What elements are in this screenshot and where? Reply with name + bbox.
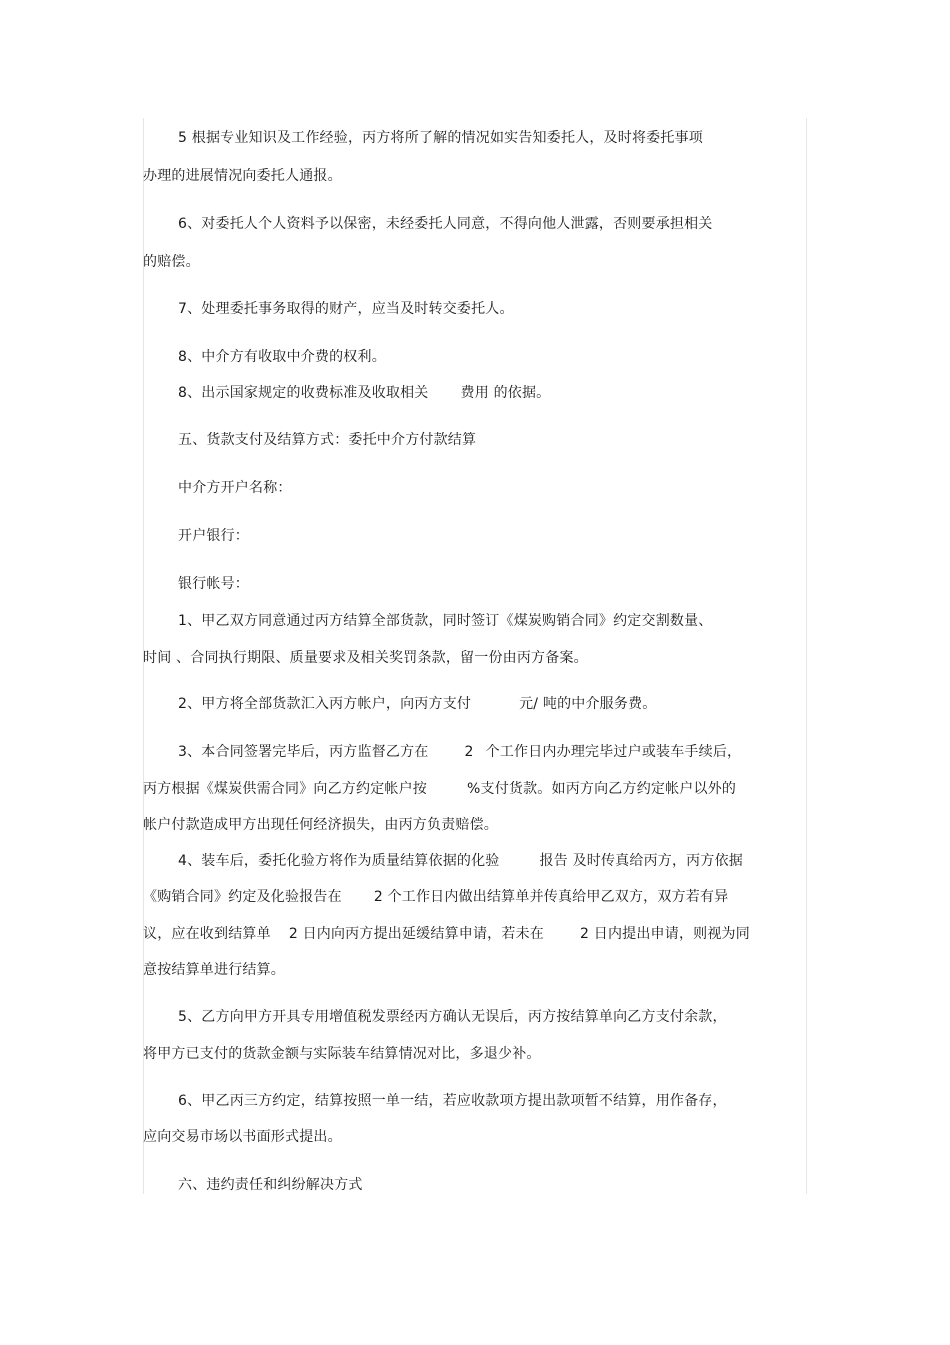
clause-4-part-6: 2 日内向丙方提出延缓结算申请，若未在 — [288, 926, 544, 942]
paragraph-6-line-2: 的赔偿。 — [143, 254, 200, 270]
clause-3-part-3: 丙方根据《煤炭供需合同》向乙方约定帐户按 — [143, 781, 427, 797]
paragraph-8b — [178, 383, 550, 403]
paragraph-8b-part-1: 8、出示国家规定的收费标准及收取相关 — [178, 385, 429, 401]
clause-3-line-3: 帐户付款造成甲方出现任何经济损失，由丙方负责赔偿。 — [143, 817, 498, 833]
account-name-label: 中介方开户名称： — [178, 480, 292, 496]
clause-3-line-2 — [143, 779, 736, 799]
clause-6-line-1: 6、甲乙丙三方约定，结算按照一单一结，若应收款项方提出款项暂不结算，用作备存， — [178, 1093, 727, 1109]
paragraph-7: 7、处理委托事务取得的财产，应当及时转交委托人。 — [178, 301, 514, 317]
paragraph-8b-part-2: 费用 的依据。 — [460, 385, 551, 401]
clause-2-part-2: 元/ 吨的中介服务费。 — [519, 696, 657, 712]
clause-4-line-2 — [143, 887, 728, 907]
clause-3-part-4: %支付货款。如丙方向乙方约定帐户以外的 — [467, 781, 737, 797]
clause-2-part-1: 2、甲方将全部货款汇入丙方帐户，向丙方支付 — [178, 696, 472, 712]
clause-2 — [178, 694, 656, 714]
clause-4-part-5: 议，应在收到结算单 — [143, 926, 271, 942]
section-5-heading: 五、货款支付及结算方式：委托中介方付款结算 — [178, 432, 477, 448]
clause-3-part-1: 3、本合同签署完毕后，丙方监督乙方在 — [178, 744, 429, 760]
paragraph-5-line-1: 5 根据专业知识及工作经验，丙方将所了解的情况如实告知委托人，及时将委托事项 — [178, 130, 703, 146]
clause-4-part-1: 4、装车后，委托化验方将作为质量结算依据的化验 — [178, 853, 500, 869]
paragraph-6-line-1: 6、对委托人个人资料予以保密，未经委托人同意，不得向他人泄露，否则要承担相关 — [178, 216, 713, 232]
clause-4-line-1 — [178, 851, 743, 871]
account-number-label: 银行帐号： — [178, 576, 249, 592]
paragraph-8: 8、中介方有收取中介费的权利。 — [178, 349, 386, 365]
clause-5-line-2: 将甲方已支付的货款金额与实际装车结算情况对比，多退少补。 — [143, 1046, 541, 1062]
clause-3-part-2: 个工作日内办理完毕过户或装车手续后， — [485, 744, 742, 760]
clause-4-line-4: 意按结算单进行结算。 — [143, 962, 285, 978]
clause-4-line-3 — [143, 924, 750, 944]
clause-1-line-2: 时间 、合同执行期限、质量要求及相关奖罚条款，留一份由丙方备案。 — [143, 650, 588, 666]
paragraph-5-line-2: 办理的进展情况向委托人通报。 — [143, 168, 342, 184]
clause-4-part-3: 《购销合同》约定及化验报告在 — [143, 889, 342, 905]
clause-4-part-2: 报告 及时传真给丙方，丙方依据 — [539, 853, 743, 869]
section-6-heading: 六、违约责任和纠纷解决方式 — [178, 1177, 363, 1193]
clause-3-line-1 — [178, 742, 741, 762]
clause-5-line-1: 5、乙方向甲方开具专用增值税发票经丙方确认无误后，丙方按结算单向乙方支付余款， — [178, 1009, 727, 1025]
clause-1-line-1: 1、甲乙双方同意通过丙方结算全部货款，同时签订《煤炭购销合同》约定交割数量、 — [178, 613, 713, 629]
clause-3-days: 2 — [464, 744, 474, 760]
clause-6-line-2: 应向交易市场以书面形式提出。 — [143, 1129, 342, 1145]
bank-label: 开户银行： — [178, 528, 249, 544]
clause-4-part-7: 2 日内提出申请，则视为同 — [579, 926, 750, 942]
clause-4-part-4: 2 个工作日内做出结算单并传真给甲乙双方，双方若有异 — [373, 889, 729, 905]
